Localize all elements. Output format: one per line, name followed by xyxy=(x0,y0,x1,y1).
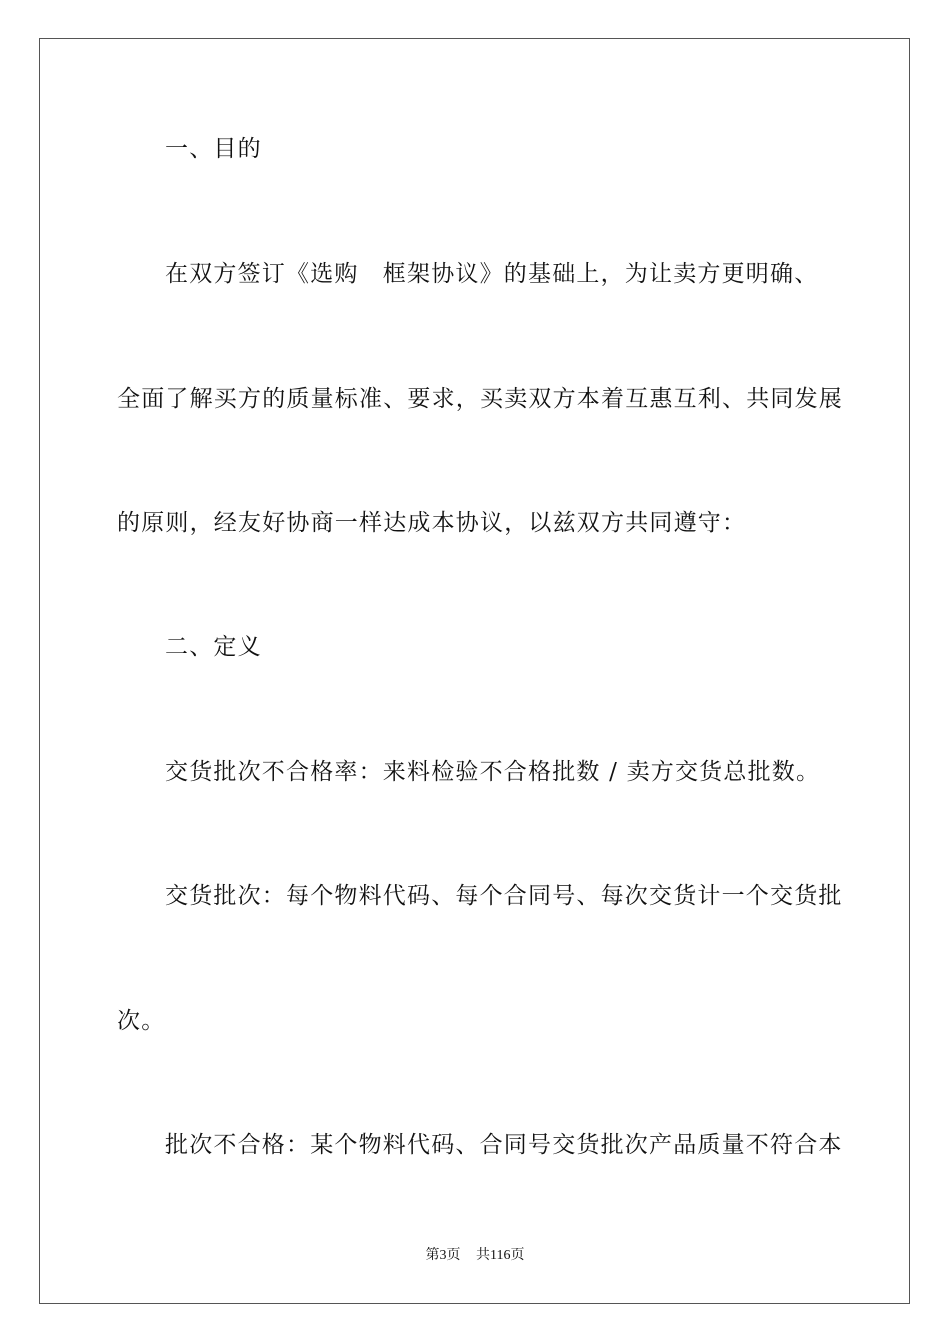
paragraph-line: 次。 xyxy=(117,1008,166,1034)
page-footer xyxy=(0,1246,950,1266)
section-heading-definition: 二、定义 xyxy=(165,634,262,660)
section-heading-purpose: 一、目的 xyxy=(165,136,262,162)
paragraph-line: 批次不合格：某个物料代码、合同号交货批次产品质量不符合本 xyxy=(165,1132,843,1158)
paragraph-line: 交货批次不合格率：来料检验不合格批数 / 卖方交货总批数。 xyxy=(165,759,821,785)
paragraph-line: 交货批次：每个物料代码、每个合同号、每次交货计一个交货批 xyxy=(165,883,843,909)
page-border xyxy=(39,38,910,1304)
page-number-current: 第3页 xyxy=(425,1248,461,1263)
paragraph-line: 全面了解买方的质量标准、要求，买卖双方本着互惠互利、共同发展 xyxy=(117,386,843,412)
paragraph-line: 的原则，经友好协商一样达成本协议，以兹双方共同遵守： xyxy=(117,510,747,536)
paragraph-line: 在双方签订《选购 框架协议》的基础上，为让卖方更明确、 xyxy=(165,261,819,287)
page-number-total: 共116页 xyxy=(476,1248,525,1263)
